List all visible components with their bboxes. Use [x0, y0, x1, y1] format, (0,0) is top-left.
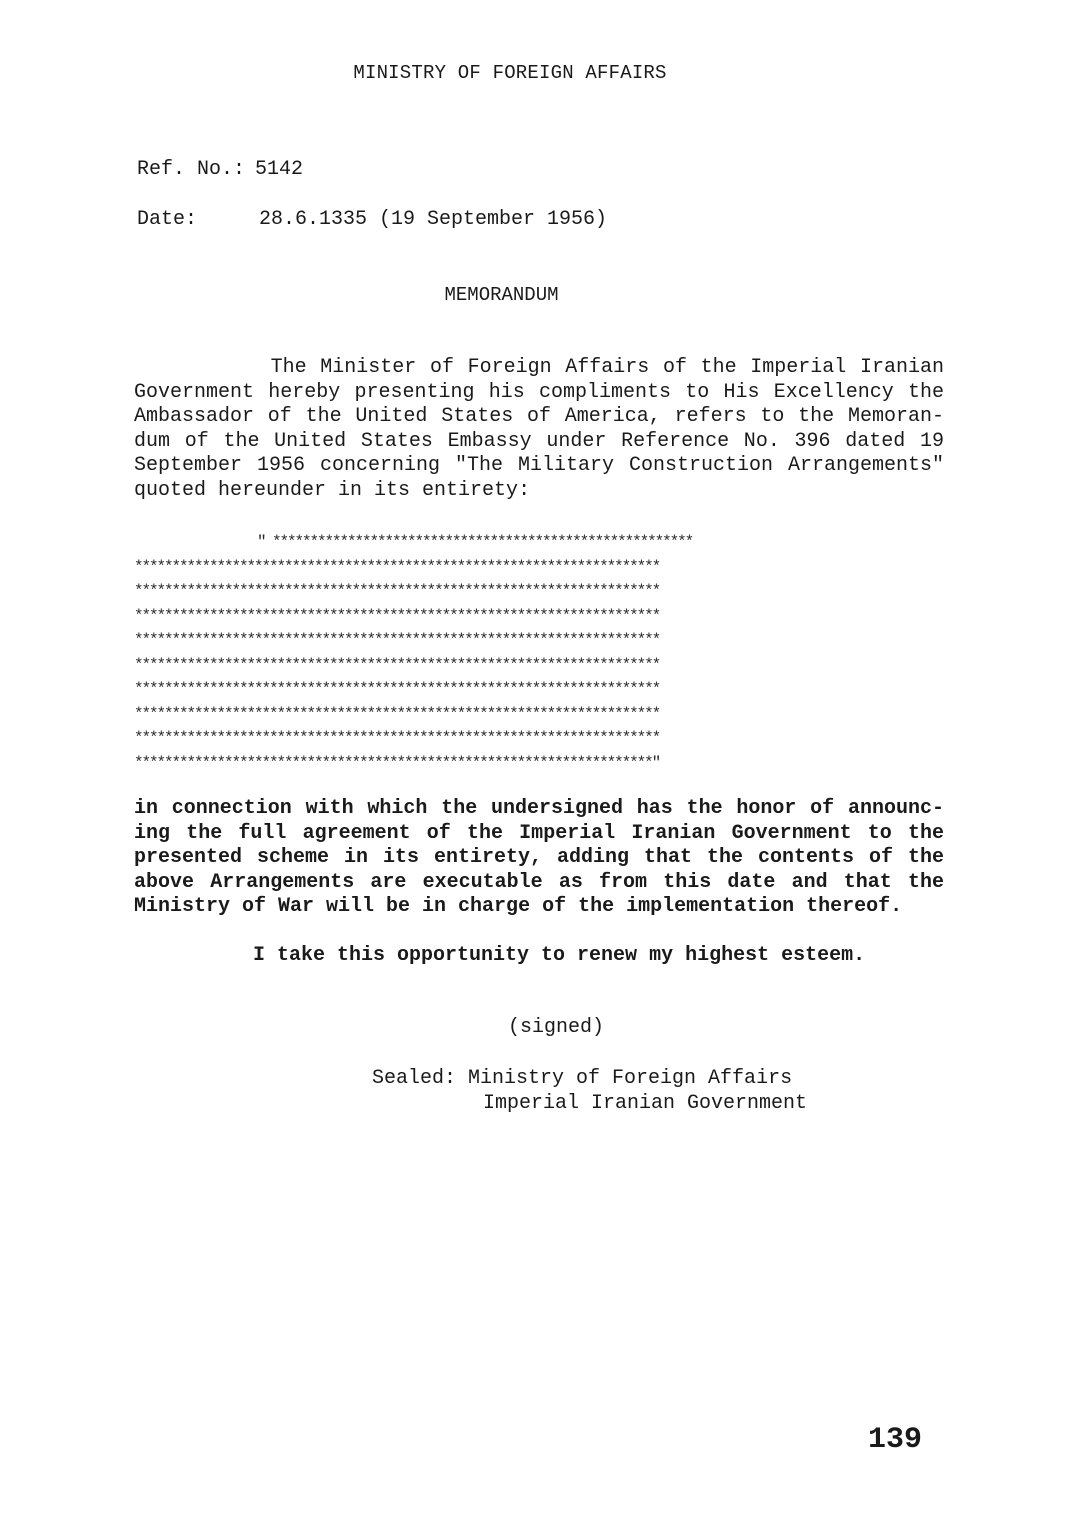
opening-paragraph: [134, 356, 944, 503]
memorandum-title: MEMORANDUM: [444, 284, 559, 306]
reference-number-row: [137, 158, 303, 181]
redacted-line: **********************************************************************: [134, 582, 660, 600]
redacted-line: " ********************************************************: [257, 533, 693, 551]
paragraph-line: in connection with which the undersigned has the honor of announc-: [134, 797, 944, 820]
date-row: [137, 208, 607, 231]
closing-line: I take this opportunity to renew my highest esteem.: [253, 944, 866, 967]
paragraph-line: quoted hereunder in its entirety:: [134, 478, 531, 502]
redacted-line: **********************************************************************: [134, 680, 660, 698]
redacted-line: **********************************************************************: [134, 606, 660, 625]
redacted-line: *********************************************************************": [134, 753, 660, 772]
agreement-paragraph: [134, 797, 944, 920]
paragraph-line: presented scheme in its entirety, adding that the contents of the: [134, 846, 944, 869]
paragraph-line: The Minister of Foreign Affairs of the Imperial Iranian: [134, 356, 944, 379]
ministry-header: MINISTRY OF FOREIGN AFFAIRS: [353, 62, 667, 84]
redacted-line: **********************************************************************: [134, 729, 660, 747]
paragraph-line: Ministry of War will be in charge of the implementation thereof.: [134, 895, 903, 918]
paragraph-line: September 1956 concerning "The Military Construction Arrangements": [134, 454, 944, 477]
redacted-quotation-block: [134, 530, 929, 775]
paragraph-line: dum of the United States Embassy under Reference No. 396 dated 19: [134, 429, 944, 453]
redacted-line: **********************************************************************: [134, 631, 660, 649]
page-number: 139: [868, 1423, 923, 1457]
seal-line-ministry: Sealed: Ministry of Foreign Affairs: [372, 1067, 793, 1090]
reference-value: 5142: [255, 158, 304, 181]
redacted-line: **********************************************************************: [134, 557, 660, 576]
date-value: 28.6.1335 (19 September 1956): [259, 208, 608, 231]
signature-note: (signed): [508, 1016, 605, 1039]
redacted-line: **********************************************************************: [134, 655, 660, 674]
paragraph-line: ing the full agreement of the Imperial Iranian Government to the: [134, 821, 944, 845]
date-label: Date:: [137, 208, 198, 231]
seal-line-government: Imperial Iranian Government: [483, 1092, 808, 1115]
reference-label: Ref. No.:: [137, 158, 246, 181]
paragraph-line: Government hereby presenting his compliments to His Excellency the: [134, 380, 944, 404]
paragraph-line: Ambassador of the United States of America, refers to the Memoran-: [134, 405, 944, 428]
paragraph-line: above Arrangements are executable as from this date and that the: [134, 870, 944, 894]
redacted-line: **********************************************************************: [134, 704, 660, 723]
